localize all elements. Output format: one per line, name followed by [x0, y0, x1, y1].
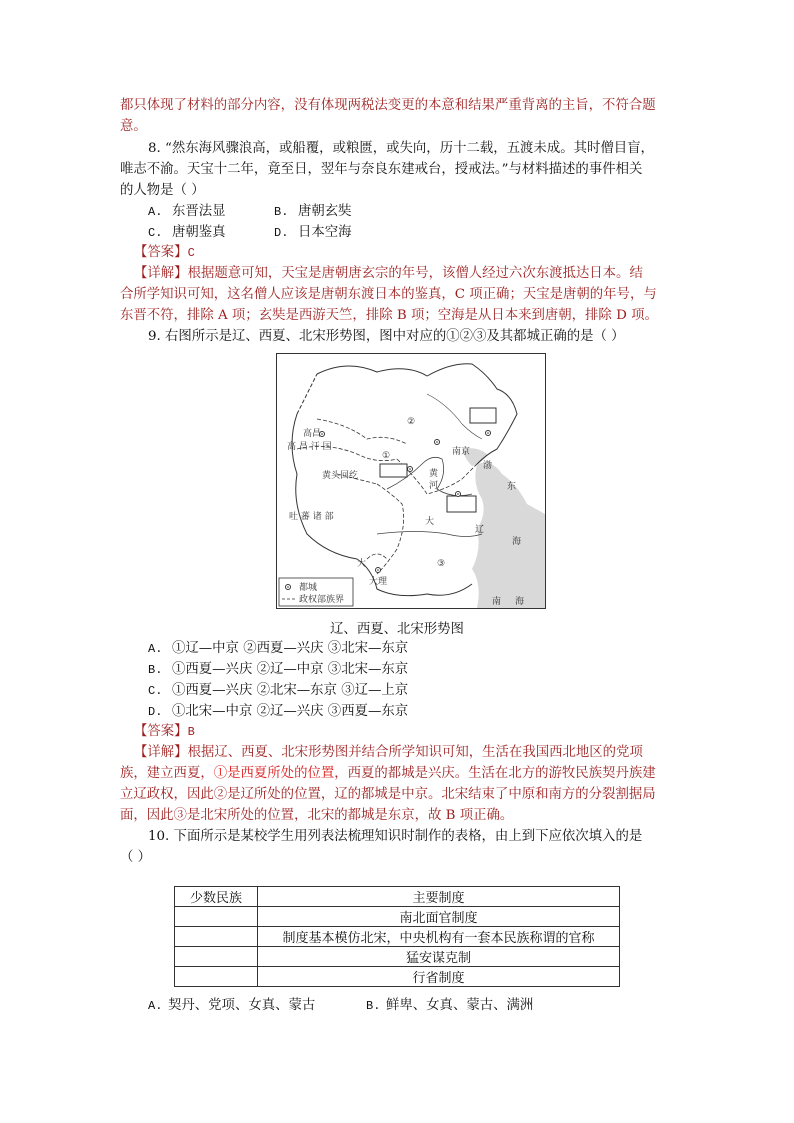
map-label-1: ①: [382, 451, 391, 461]
map-legend: [279, 578, 353, 606]
capital-marker: [408, 467, 413, 472]
table-cell: 制度基本模仿北宋，中央机构有一套本民族称谓的官称: [258, 927, 620, 947]
map-label-liao: 辽: [475, 525, 485, 535]
capital-marker: [435, 440, 440, 445]
table-header-row: [175, 887, 620, 907]
map-label-huangtou-uyghur: 黄头回纥: [322, 471, 359, 481]
map-label-da: 大: [425, 517, 435, 527]
map-label-south-sea: 海: [515, 597, 525, 607]
q9-option-b: B. ①西夏—兴庆 ②辽—中京 ③北宋—东京: [148, 662, 409, 677]
table-blank-cell: [175, 907, 258, 927]
map-caption: 辽、西夏、北宋形势图: [330, 622, 464, 637]
q8-option-d: D. 日本空海: [274, 225, 352, 240]
q8-stem-line-1: 8. “然东海风骤浪高，或船覆，或粮匮，或失向，历十二载，五渡未成。其时僧目盲，: [148, 141, 654, 156]
liao-xixia-song-map: [276, 353, 546, 609]
q8-option-b: B. 唐朝玄奘: [274, 204, 352, 219]
q9-answer: 【答案】B: [134, 724, 195, 739]
map-label-huang: 黄: [429, 469, 439, 479]
map-label-bo: 渤: [483, 461, 493, 471]
map-label-3: ③: [437, 559, 446, 569]
table-row: [175, 927, 620, 947]
legend-capital-label: 都城: [299, 583, 318, 593]
map-label-2: ②: [407, 417, 416, 427]
map-label-sea: 海: [512, 537, 522, 547]
q9-detail-line-3: 立辽政权，因此②是辽所处的位置，辽的都城是中京。北宋结束了中原和南方的分裂割据局: [120, 787, 656, 802]
q8-detail-line-3: 东晋不符，排除 A 项；玄奘是西游天竺，排除 B 项；空海是从日本来到唐朝，排除 D 项。: [120, 308, 658, 323]
capital-marker: [376, 568, 381, 573]
q8-answer: 【答案】C: [134, 245, 195, 260]
table-blank-cell: [175, 967, 258, 987]
q9-stem-line-1: 9. 右图所示是辽、西夏、北宋形势图，图中对应的①②③及其都城正确的是（ ）: [148, 329, 625, 344]
q10-stem-line-1: 10. 下面所示是某校学生用列表法梳理知识时制作的表格，由上到下应依次填入的是: [148, 829, 643, 844]
q8-detail-line-1: 【详解】根据题意可知，天宝是唐朝唐玄宗的年号，该僧人经过六次东渡抵达日本。结: [134, 266, 643, 281]
map-label-south: 南: [492, 597, 502, 607]
table-row: [175, 967, 620, 987]
map-label-da-2: 大: [357, 559, 367, 569]
q9-detail-line-1: 【详解】根据辽、西夏、北宋形势图并结合所学知识可知，生活在我国西北地区的党项: [134, 745, 643, 760]
q9-detail-line-2: 族，建立西夏，①是西夏所处的位置，西夏的都城是兴庆。生活在北方的游牧民族契丹族建: [120, 766, 656, 781]
map-label-nanjing: 南京: [452, 447, 471, 457]
map-label-dali: 大理: [369, 577, 388, 587]
map-label-river: 河: [429, 481, 439, 491]
table-cell: 猛安谋克制: [258, 947, 620, 967]
capital-marker: [456, 492, 461, 497]
q9-detail-line-4: 面，因此③是北宋所处的位置，北宋的都城是东京，故 B 项正确。: [120, 808, 514, 823]
table-cell: 行省制度: [258, 967, 620, 987]
table-blank-cell: [175, 947, 258, 967]
q8-option-c: C. 唐朝鉴真: [148, 225, 226, 240]
map-label-tubo: 吐 蕃 诸 部: [289, 512, 334, 522]
q8-detail-line-2: 合所学知识可知，这名僧人应该是唐朝东渡日本的鉴真，C 项正确；天宝是唐朝的年号，与: [120, 287, 657, 302]
q8-option-a: A. 东晋法显: [148, 204, 226, 219]
q10-option-a: A. 契丹、党项、女真、蒙古: [148, 998, 316, 1013]
table-row: [175, 907, 620, 927]
table-header-cell: 主要制度: [258, 887, 620, 907]
q9-option-d: D. ①北宋—中京 ②辽—兴庆 ③西夏—东京: [148, 704, 409, 719]
q10-option-b: B. 鲜卑、女真、蒙古、满洲: [366, 998, 534, 1013]
map-label-east: 东: [507, 482, 517, 492]
q8-stem-line-2: 唯志不渝。天宝十二年，竟至日，翌年与奈良东建戒台，授戒法。”与材料描述的事件相关: [120, 162, 643, 177]
legend-border-label: 政权部族界: [299, 595, 345, 605]
table-blank-cell: [175, 927, 258, 947]
q10-stem-line-2: （ ）: [120, 850, 152, 865]
q8-stem-line-3: 的人物是（ ）: [120, 183, 205, 198]
table-cell: 南北面官制度: [258, 907, 620, 927]
table-header-cell: 少数民族: [175, 887, 258, 907]
table-row: [175, 947, 620, 967]
map-label-gaochang-khanate: 高 昌 汗 国: [287, 442, 332, 452]
map-label-gaochang: 高昌: [303, 429, 322, 439]
intro-line-2: 意。: [120, 119, 147, 134]
q9-option-a: A. ①辽—中京 ②西夏—兴庆 ③北宋—东京: [148, 641, 409, 656]
intro-line-1: 都只体现了材料的部分内容，没有体现两税法变更的本意和结果严重背离的主旨，不符合题: [120, 98, 656, 113]
q9-option-c: C. ①西夏—兴庆 ②北宋—东京 ③辽—上京: [148, 683, 409, 698]
q10-table: [174, 886, 620, 987]
capital-marker: [486, 431, 491, 436]
